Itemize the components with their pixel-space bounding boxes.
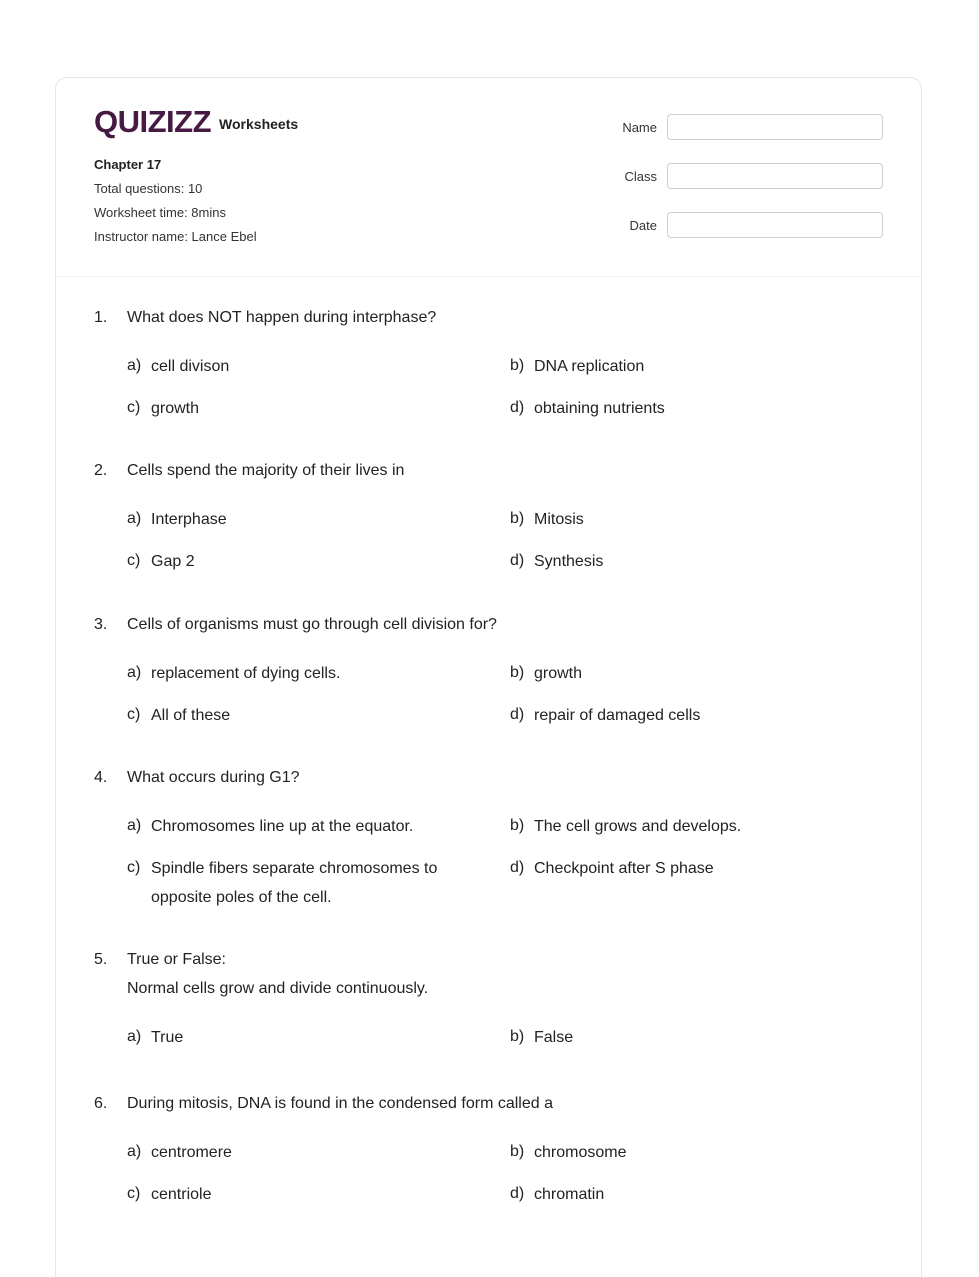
total-questions: Total questions: 10 [94,181,203,196]
option-a[interactable] [127,815,510,841]
option-a[interactable] [127,662,510,688]
question-number: 3. [94,616,108,633]
options [127,355,894,423]
option-letter: a) [127,664,142,681]
option-letter: a) [127,357,142,374]
option-text: growth [534,665,583,682]
options [127,1026,894,1052]
option-letter: a) [127,817,142,834]
option-text: obtaining nutrients [534,400,665,417]
student-fields [622,113,883,260]
option-text: All of these [151,707,231,724]
option-text: Interphase [151,511,227,528]
question-text: True or False: [127,951,226,968]
question-number: 1. [94,309,108,326]
worksheet-meta [94,157,257,253]
option-text: Synthesis [534,553,604,570]
options [127,815,894,912]
option-text: Mitosis [534,511,584,528]
question-text: During mitosis, DNA is found in the condensed form called a [127,1095,553,1112]
option-text: centriole [151,1186,212,1203]
date-field[interactable] [667,212,883,238]
option-text: repair of damaged cells [534,707,701,724]
options [127,662,894,730]
instructor-name: Instructor name: Lance Ebel [94,229,257,244]
option-text: Chromosomes line up at the equator. [151,818,414,835]
options [127,1141,894,1209]
question-text: Cells spend the majority of their lives in [127,462,405,479]
question-number: 6. [94,1095,108,1112]
option-text: Gap 2 [151,553,195,570]
question-number: 5. [94,951,108,968]
worksheet [55,77,922,1277]
option-d[interactable] [510,1183,893,1209]
option-text: chromosome [534,1144,627,1161]
option-b[interactable] [510,1026,893,1052]
options [127,508,894,576]
option-c[interactable] [127,550,510,576]
option-a[interactable] [127,1026,510,1052]
option-b[interactable] [510,662,893,688]
option-text: cell divison [151,358,230,375]
worksheet-time: Worksheet time: 8mins [94,205,226,220]
option-text: centromere [151,1144,232,1161]
option-c[interactable] [127,1183,510,1209]
option-letter: c) [127,859,141,876]
class-field[interactable] [667,163,883,189]
worksheet-header [56,78,921,277]
class-row [622,162,883,190]
option-c[interactable] [127,857,510,912]
question-4 [94,767,894,912]
option-b[interactable] [510,355,893,381]
option-c[interactable] [127,397,510,423]
option-c[interactable] [127,704,510,730]
name-field[interactable] [667,114,883,140]
option-letter: c) [127,1185,141,1202]
quizizz-logo: QUIZIZZ [94,104,212,139]
option-letter: d) [510,399,525,416]
option-letter: c) [127,552,141,569]
option-letter: a) [127,1028,142,1045]
option-letter: b) [510,1143,525,1160]
name-row [622,113,883,141]
option-letter: c) [127,706,141,723]
option-text: growth [151,400,200,417]
option-text: The cell grows and develops. [534,818,742,835]
option-letter: a) [127,510,142,527]
option-a[interactable] [127,355,510,381]
name-label: Name [622,119,657,135]
option-letter: b) [510,817,525,834]
brand-subtitle: Worksheets [219,115,299,132]
option-letter: d) [510,1185,525,1202]
option-b[interactable] [510,508,893,534]
option-d[interactable] [510,857,893,912]
question-1 [94,307,894,423]
option-letter: b) [510,664,525,681]
question-number: 4. [94,769,108,786]
option-text: replacement of dying cells. [151,665,341,682]
question-2 [94,460,894,576]
option-text: Spindle fibers separate chromosomes to opposite poles of the cell. [151,860,438,906]
date-row [622,211,883,239]
question-text: What occurs during G1? [127,769,300,786]
class-label: Class [624,168,657,184]
option-text: True [151,1029,184,1046]
option-d[interactable] [510,550,893,576]
question-6 [94,1093,894,1209]
option-letter: a) [127,1143,142,1160]
option-text: DNA replication [534,358,645,375]
question-text: What does NOT happen during interphase? [127,309,437,326]
option-letter: d) [510,859,525,876]
option-text: False [534,1029,574,1046]
option-text: Checkpoint after S phase [534,860,714,877]
option-a[interactable] [127,1141,510,1167]
option-letter: c) [127,399,141,416]
question-5 [94,949,894,1052]
question-3 [94,614,894,730]
option-a[interactable] [127,508,510,534]
option-d[interactable] [510,397,893,423]
option-d[interactable] [510,704,893,730]
brand [94,106,298,138]
question-number: 2. [94,462,108,479]
option-text: chromatin [534,1186,605,1203]
option-letter: b) [510,1028,525,1045]
question-subtext: Normal cells grow and divide continuously. [127,980,429,997]
option-letter: d) [510,552,525,569]
option-b[interactable] [510,1141,893,1167]
option-letter: d) [510,706,525,723]
option-b[interactable] [510,815,893,841]
option-letter: b) [510,357,525,374]
question-text: Cells of organisms must go through cell division for? [127,616,497,633]
date-label: Date [629,217,657,233]
chapter-title: Chapter 17 [94,157,162,172]
option-letter: b) [510,510,525,527]
